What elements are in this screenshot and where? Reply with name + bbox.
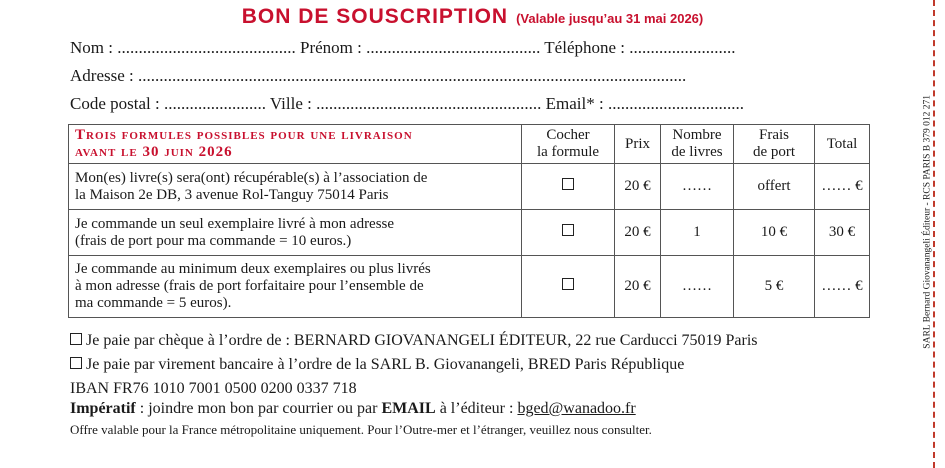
row-frais: offert [734, 164, 815, 210]
header-frais: Frais de port [734, 125, 815, 164]
row-prix: 20 € [615, 164, 661, 210]
table-header-title: Trois formules possibles pour une livraison avant le 30 juin 2026 [69, 125, 522, 164]
row-total: 30 € [815, 210, 870, 256]
row-description: Mon(es) livre(s) sera(ont) récupérable(s) à l’association de la Maison 2e DB, 3 avenue Rol-Tanguy 75014 Paris [69, 164, 522, 210]
title-validity: (Valable jusqu’au 31 mai 2026) [516, 11, 704, 26]
payment-virement-line [70, 356, 684, 374]
row-frais: 10 € [734, 210, 815, 256]
telephone-field[interactable]: Téléphone : ......................... [544, 38, 736, 57]
row-prix: 20 € [615, 256, 661, 318]
header-cocher: Cocher la formule [522, 125, 615, 164]
email-label: EMAIL [381, 400, 436, 417]
header-total: Total [815, 125, 870, 164]
imperatif-label: Impératif [70, 400, 136, 417]
identity-line [70, 38, 736, 58]
cheque-checkbox[interactable] [70, 333, 82, 345]
nom-field[interactable]: Nom : .......................................... [70, 38, 296, 57]
row-checkbox-cell [522, 164, 615, 210]
code-postal-field[interactable]: Code postal : ........................ [70, 94, 266, 113]
email-field[interactable]: Email* : ................................ [545, 94, 744, 113]
ville-field[interactable]: Ville : ..................................................... [269, 94, 542, 113]
payment-cheque-line [70, 332, 758, 350]
row-total[interactable]: …… € [815, 164, 870, 210]
row-nombre: 1 [661, 210, 734, 256]
row-nombre[interactable]: …… [661, 164, 734, 210]
formula-table [68, 124, 870, 318]
table-header-row [69, 125, 870, 164]
virement-checkbox[interactable] [70, 357, 82, 369]
row-prix: 20 € [615, 210, 661, 256]
offer-note: Offre valable pour la France métropolitaine uniquement. Pour l’Outre-mer et l’étranger, veuillez nous consulter. [70, 422, 652, 437]
iban-value: FR76 1010 7001 0500 0200 0337 718 [113, 380, 357, 397]
table-row [69, 256, 870, 318]
row-description: Je commande au minimum deux exemplaires ou plus livrés à mon adresse (frais de port forfaitaire pour l’ensemble de ma commande = 5 euros). [69, 256, 522, 318]
iban-label: IBAN [70, 380, 114, 397]
table-row [69, 164, 870, 210]
address-line [70, 66, 686, 86]
row-frais: 5 € [734, 256, 815, 318]
form-title [0, 5, 945, 29]
iban-line [70, 380, 357, 398]
formula-checkbox[interactable] [562, 224, 574, 236]
table-row [69, 210, 870, 256]
row-checkbox-cell [522, 256, 615, 318]
row-nombre[interactable]: …… [661, 256, 734, 318]
company-side-note: SARL Bernard Giovanangeli Éditeur - RCS PARIS B 379 012 271 [923, 95, 933, 349]
title-main: BON DE SOUSCRIPTION [241, 5, 509, 28]
payment-cheque-text: Je paie par chèque à l’ordre de : BERNARD GIOVANANGELI ÉDITEUR, 22 rue Carducci 75019 Paris [86, 332, 758, 349]
header-prix: Prix [615, 125, 661, 164]
payment-virement-text: Je paie par virement bancaire à l’ordre de la SARL B. Giovanangeli, BRED Paris République [86, 356, 685, 373]
prenom-field[interactable]: Prénom : ......................................... [299, 38, 541, 57]
row-description: Je commande un seul exemplaire livré à mon adresse (frais de port pour ma commande = 10 euros.) [69, 210, 522, 256]
imperatif-line: Impératif : joindre mon bon par courrier ou par EMAIL à l’éditeur : bged@wanadoo.fr [70, 400, 636, 417]
adresse-field[interactable]: Adresse : ................................................................................................................................. [70, 66, 687, 85]
editor-email-link[interactable]: bged@wanadoo.fr [517, 400, 636, 417]
city-line [70, 94, 744, 114]
formula-checkbox[interactable] [562, 178, 574, 190]
row-total[interactable]: …… € [815, 256, 870, 318]
dashed-cut-border [933, 0, 945, 468]
header-nombre: Nombre de livres [661, 125, 734, 164]
formula-checkbox[interactable] [562, 278, 574, 290]
row-checkbox-cell [522, 210, 615, 256]
